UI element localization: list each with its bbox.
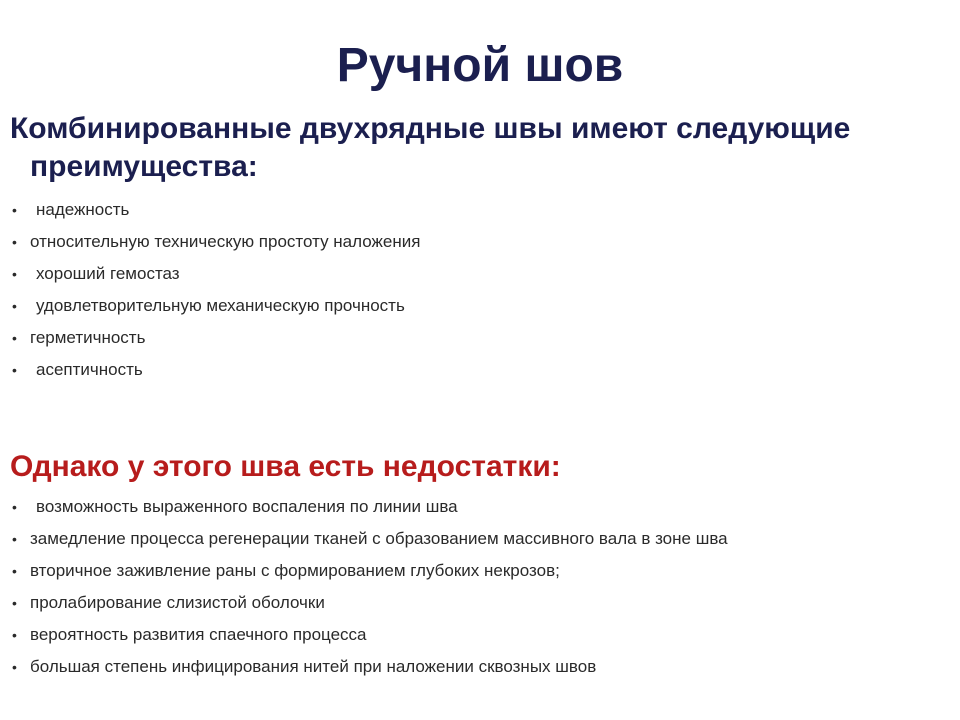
list-item-text: относительную техническую простоту наложения	[30, 232, 421, 251]
list-item-text: герметичность	[30, 328, 146, 347]
advantages-heading-line2: преимущества:	[30, 150, 258, 183]
disadvantages-heading: Однако у этого шва есть недостатки:	[10, 450, 561, 483]
list-item-text: удовлетворительную механическую прочность	[36, 296, 405, 315]
list-item-text: пролабирование слизистой оболочки	[30, 593, 325, 612]
list-item	[10, 587, 940, 619]
list-item-text: замедление процесса регенерации тканей с образованием массивного вала в зоне шва	[30, 529, 728, 548]
list-item-text: вторичное заживление раны с формированием глубоких некрозов;	[30, 561, 560, 580]
advantages-list	[10, 194, 940, 386]
list-item-text: возможность выраженного воспаления по линии шва	[36, 497, 458, 516]
list-item-text: хороший гемостаз	[36, 264, 180, 283]
list-item	[10, 523, 940, 555]
list-item-text: большая степень инфицирования нитей при наложении сквозных швов	[30, 657, 597, 676]
bullet-icon: •	[12, 595, 17, 611]
disadvantages-list	[10, 491, 940, 683]
bullet-icon: •	[12, 531, 17, 547]
bullet-icon: •	[12, 627, 17, 643]
list-item	[10, 651, 940, 683]
bullet-icon: •	[12, 563, 17, 579]
list-item	[10, 258, 940, 290]
bullet-icon: •	[12, 499, 17, 515]
advantages-heading-line1: Комбинированные двухрядные швы имеют следующие	[10, 112, 851, 145]
list-item	[10, 555, 940, 587]
list-item	[10, 354, 940, 386]
list-item	[10, 322, 940, 354]
bullet-icon: •	[12, 266, 17, 282]
list-item	[10, 226, 940, 258]
slide-title: Ручной шов	[336, 39, 624, 92]
bullet-icon: •	[12, 234, 17, 250]
list-item	[10, 290, 940, 322]
list-item	[10, 619, 940, 651]
bullet-icon: •	[12, 202, 17, 218]
bullet-icon: •	[12, 659, 17, 675]
list-item-text: надежность	[36, 200, 130, 219]
list-item-text: асептичность	[36, 360, 143, 379]
bullet-icon: •	[12, 298, 17, 314]
list-item	[10, 491, 940, 523]
list-item	[10, 194, 940, 226]
advantages-heading	[10, 110, 940, 186]
bullet-icon: •	[12, 362, 17, 378]
bullet-icon: •	[12, 330, 17, 346]
list-item-text: вероятность развития спаечного процесса	[30, 625, 367, 644]
